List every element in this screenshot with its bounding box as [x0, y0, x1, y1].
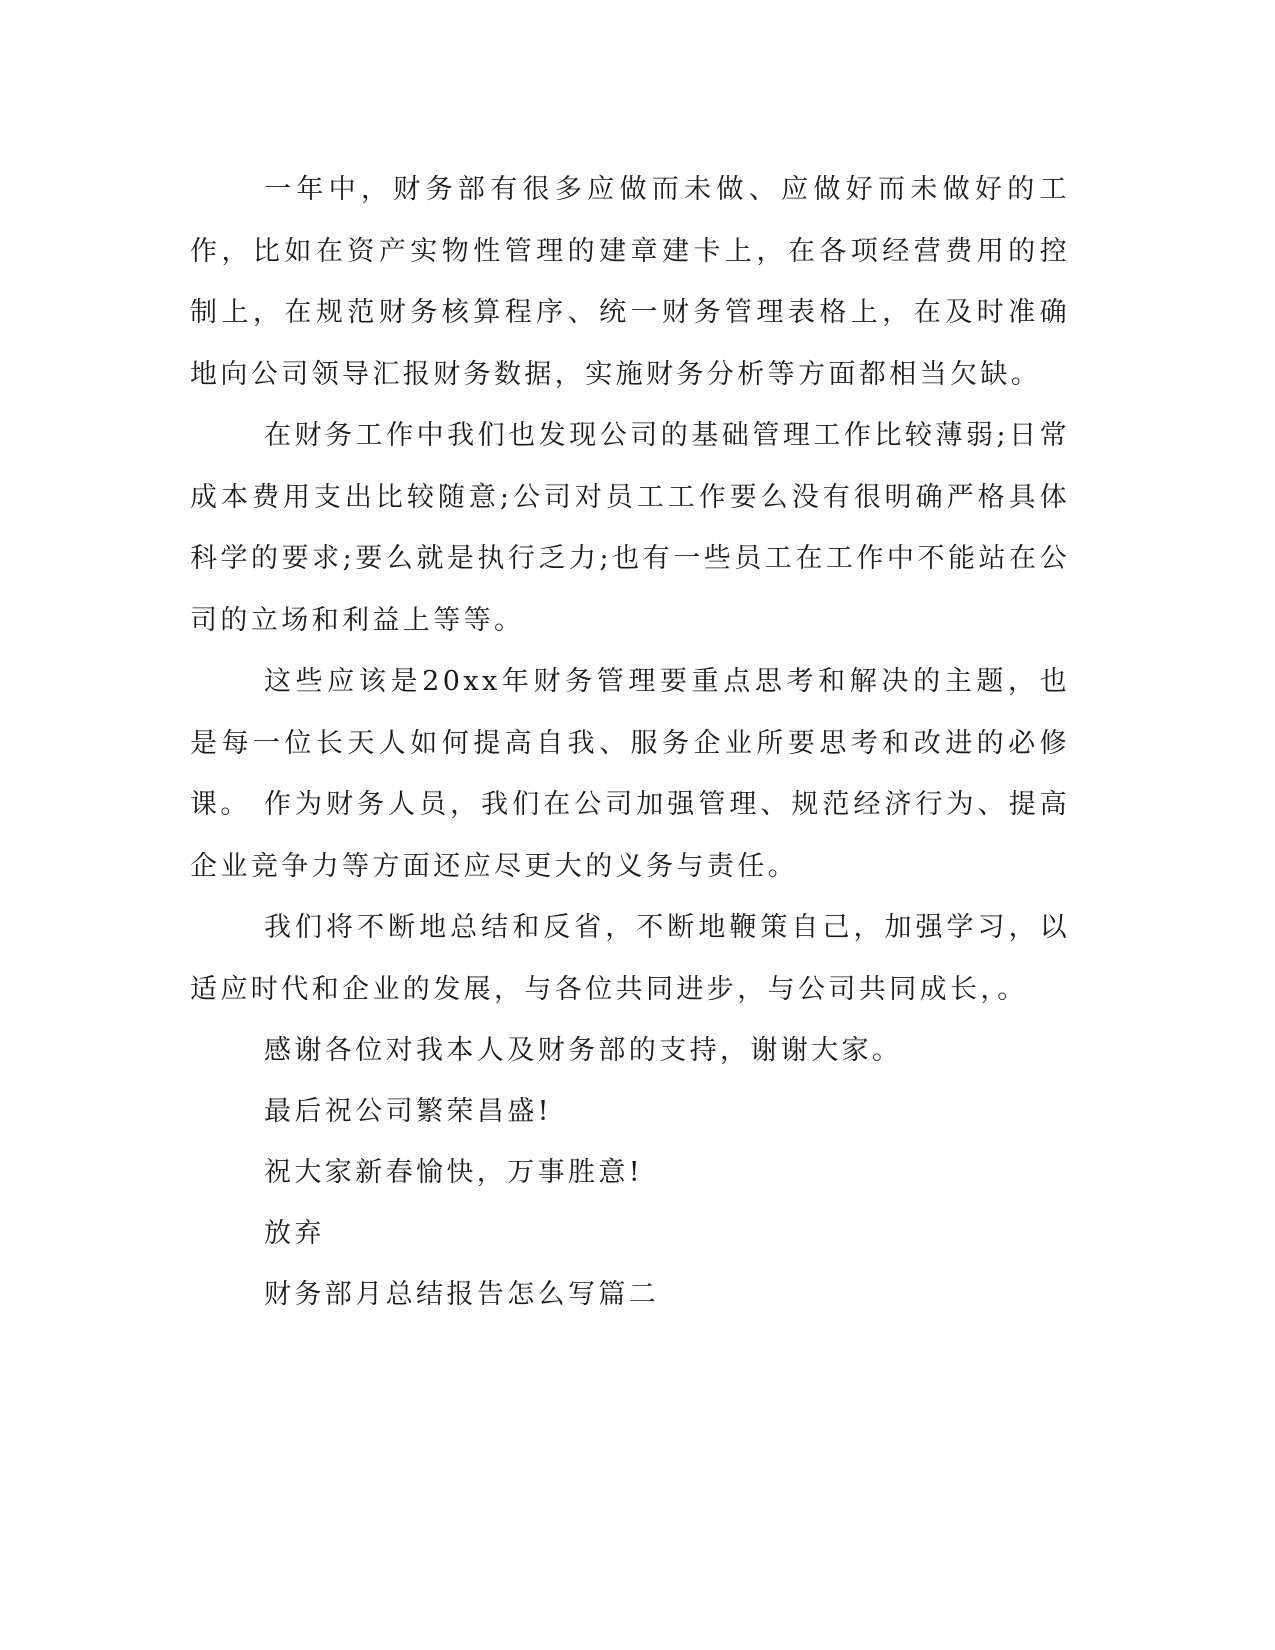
new-year-wish-line: 祝大家新春愉快，万事胜意!	[264, 1157, 644, 1188]
section-heading-part-two: 财务部月总结报告怎么写篇二	[264, 1279, 660, 1310]
paragraph-finance-shortcomings: 一年中，财务部有很多应做而未做、应做好而未做好的工作，比如在资产实物性管理的建章建卡上，在各项经营费用的控制上，在规范财务核算程序、统一财务管理表格上，在及时准确地向公司领导汇报财务数据，实施财务分析等方面都相当欠缺。	[190, 174, 1070, 390]
paragraph-management-weakness: 在财务工作中我们也发现公司的基础管理工作比较薄弱;日常成本费用支出比较随意;公司对员工工作要么没有很明确严格具体科学的要求;要么就是执行乏力;也有一些员工在工作中不能站在公司的立场和利益上等等。	[190, 420, 1070, 636]
paragraph-responsibility: 作为财务人员，我们在公司加强管理、规范经济行为、提高企业竞争力等方面还应尽更大的义务与责任。	[190, 789, 1070, 882]
abandon-line: 放弃	[264, 1218, 325, 1249]
paragraph-key-themes: 这些应该是20xx年财务管理要重点思考和解决的主题，也是每一位长天人如何提高自我、服务企业所要思考和改进的必修课。	[190, 666, 1070, 820]
paragraph-commitment: 我们将不断地总结和反省，不断地鞭策自己，加强学习，以适应时代和企业的发展，与各位共同进步，与公司共同成长，。	[190, 912, 1070, 1005]
thanks-line: 感谢各位对我本人及财务部的支持，谢谢大家。	[264, 1035, 903, 1066]
wish-prosperity-line: 最后祝公司繁荣昌盛!	[264, 1096, 552, 1127]
